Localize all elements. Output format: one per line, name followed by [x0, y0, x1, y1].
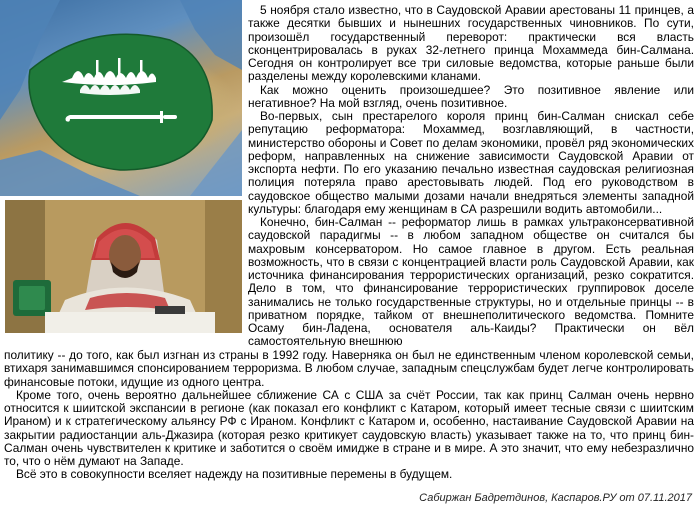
paragraph-reforms: Во-первых, сын престарелого короля принц бин-Салман снискал себе репутацию реформатора: Мохаммед, возглавляющий, в частности, министерство обороны и Совет по делам экономики, провёл ряд экономических реформ, направленных на снижение зависимости Саудовской Аравии от экспорта нефти. По его указанию печально известная саудовская религиозная полиция потеряла право арестовывать людей. Под его руководством в саудовское общество малыми дозами начали внедряться элементы западной культуры: благодаря ему женщинам в СА разрешили водить автомобили... [248, 109, 694, 216]
paragraph-assessment: Как можно оценить произошедшее? Это позитивное явление или негативное? На мой взгляд, очень позитивное. [248, 82, 694, 110]
map-illustration [0, 0, 242, 196]
paragraph-conclusion: Всё это в совокупности вселяет надежду на позитивные перемены в будущем. [16, 467, 453, 482]
prince-photo [5, 200, 242, 333]
author-signature: Сабиржан Бадретдинов, Каспаров.РУ от 07.11.2017 [419, 492, 692, 504]
paragraph-terror-financing: Конечно, бин-Салман -- реформатор лишь в рамках ультраконсервативной саудовской парадигмы -- в любом западном обществе он считался бы махровым консерватором. Но самое главное в другом. Есть реальная возможность, что в связи с концентрацией власти роль Саудовской Аравии, как источника финансирования террористических организаций, резко сократится. Дело в том, что финансирование террористических группировок доселе занимались не только государственные структуры, но и отдельные принцы -- в приватном порядке, тайком от внешнеполитического ведомства. Помните Осаму бин-Ладена, основателя аль-Каиды? Практически он вёл самостоятельную внешнюю [248, 215, 694, 349]
paragraph-bin-laden-continued: политику -- до того, как был изгнан из страны в 1992 году. Наверняка он был не единственным членом королевской семьи, втихаря занимавшимся спонсированием терроризма. В любом случае, западным спецслужбам будет легче контролировать финансовые потоки, идущие из одного центра. [4, 348, 694, 389]
flag-green-shape [29, 34, 212, 170]
article-text-full [4, 349, 694, 482]
saudi-arabia-map-image [0, 0, 242, 196]
article-text-column [248, 4, 694, 349]
prince-photo-illustration [5, 200, 242, 333]
paragraph-arrests: 5 ноября стало известно, что в Саудовской Аравии арестованы 11 принцев, а также десятки бывших и нынешних государственных чиновников. По сути, произошёл государственный переворот: практически вся власть сконцентрировалась в руках 32-летнего принца Мохаммеда бин-Салмана. Сегодня он контролирует все три силовые ведомства, которые раньше были разделены между королевскими кланами. [248, 3, 694, 84]
paragraph-us-relations: Кроме того, очень вероятно дальнейшее сближение СА с США за счёт России, так как принц Салман очень нервно относится к шиитской экспансии в регионе (как показал его конфликт с Катаром, который имеет тесные связи с шиитским Ираном) и к стратегическому альянсу РФ с Ираном. Конфликт с Катаром и, особенно, настаивание Саудовской Аравии на закрытии радиостанции аль-Джазира (которая резко критикует саудовскую власть) указывает также на то, что принц бин-Салман очень чувствителен к критике и заботится о своём имидже в стране и в мире. А это значит, что ему небезразлично то, что о нём думают на Западе. [4, 387, 694, 468]
